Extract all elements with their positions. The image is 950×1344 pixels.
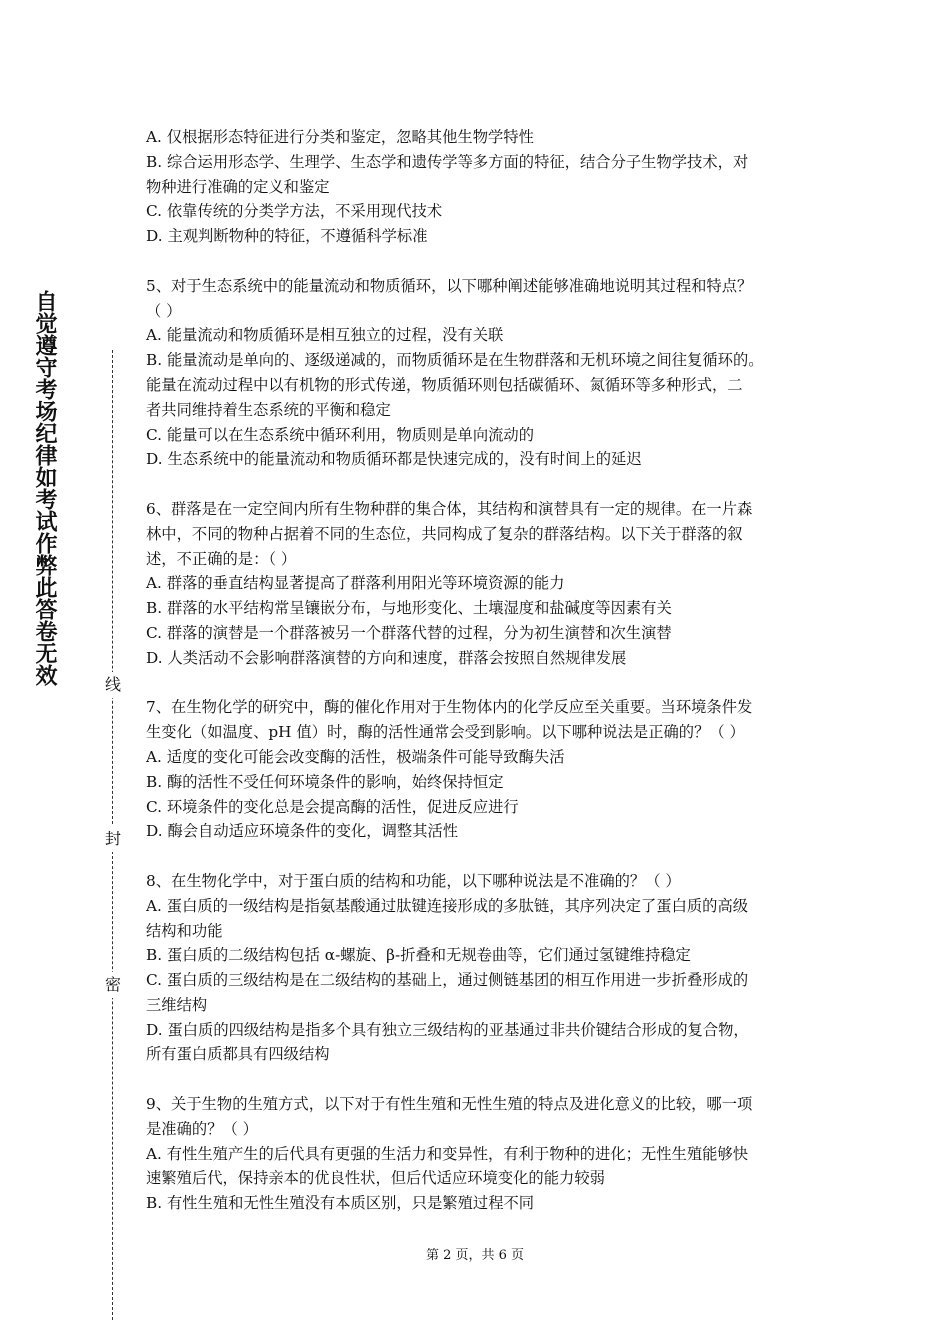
question-stem: 是准确的？（ ） bbox=[146, 1119, 258, 1138]
option-line: D. 酶会自动适应环境条件的变化，调整其活性 bbox=[146, 822, 459, 841]
option-line: C. 能量可以在生态系统中循环利用，物质则是单向流动的 bbox=[146, 425, 535, 444]
question-stem: 林中，不同的物种占据着不同的生态位，共同构成了复杂的群落结构。以下关于群落的叙 bbox=[146, 524, 743, 543]
question-content bbox=[146, 125, 818, 1216]
option-line: 能量在流动过程中以有机物的形式传递，物质循环则包括碳循环、氮循环等多种形式，二 bbox=[146, 375, 743, 394]
option-line: A. 能量流动和物质循环是相互独立的过程，没有关联 bbox=[146, 326, 504, 345]
option-line: C. 蛋白质的三级结构是在二级结构的基础上，通过侧链基团的相互作用进一步折叠形成的 bbox=[146, 971, 749, 990]
question-stem: 6、群落是在一定空间内所有生物种群的集合体，其结构和演替具有一定的规律。在一片森 bbox=[146, 499, 753, 518]
binding-label-seal: 封 bbox=[104, 826, 122, 852]
binding-label-secret: 密 bbox=[104, 972, 122, 998]
question-stem: 8、在生物化学中，对于蛋白质的结构和功能，以下哪种说法是不准确的？（ ） bbox=[146, 871, 681, 890]
question-block-5 bbox=[146, 274, 818, 472]
option-line: 物种进行准确的定义和鉴定 bbox=[146, 177, 330, 196]
option-line: A. 群落的垂直结构显著提高了群落利用阳光等环境资源的能力 bbox=[146, 574, 565, 593]
option-line: 结构和功能 bbox=[146, 921, 223, 940]
option-line: C. 群落的演替是一个群落被另一个群落代替的过程，分为初生演替和次生演替 bbox=[146, 623, 672, 642]
option-line: 所有蛋白质都具有四级结构 bbox=[146, 1045, 330, 1064]
question-block-4-options bbox=[146, 125, 818, 249]
question-stem: 9、关于生物的生殖方式，以下对于有性生殖和无性生殖的特点及进化意义的比较，哪一项 bbox=[146, 1095, 753, 1114]
option-line: 速繁殖后代，保持亲本的优良性状，但后代适应环境变化的能力较弱 bbox=[146, 1169, 605, 1188]
question-block-7 bbox=[146, 695, 818, 844]
option-line: 三维结构 bbox=[146, 995, 208, 1014]
binding-label-line: 线 bbox=[104, 672, 122, 698]
question-stem: 生变化（如温度、pH 值）时，酶的活性通常会受到影响。以下哪种说法是正确的？（ ） bbox=[146, 723, 745, 742]
option-line: D. 主观判断物种的特征，不遵循科学标准 bbox=[146, 227, 428, 246]
question-block-9 bbox=[146, 1092, 818, 1216]
question-stem: 7、在生物化学的研究中，酶的催化作用对于生物体内的化学反应至关重要。当环境条件发 bbox=[146, 698, 753, 717]
option-line: A. 蛋白质的一级结构是指氨基酸通过肽键连接形成的多肽链，其序列决定了蛋白质的高级 bbox=[146, 896, 749, 915]
option-line: B. 群落的水平结构常呈镶嵌分布，与地形变化、土壤湿度和盐碱度等因素有关 bbox=[146, 599, 672, 618]
option-line: D. 生态系统中的能量流动和物质循环都是快速完成的，没有时间上的延迟 bbox=[146, 450, 642, 469]
option-line: B. 酶的活性不受任何环境条件的影响，始终保持恒定 bbox=[146, 772, 504, 791]
question-stem: 述，不正确的是：（ ） bbox=[146, 549, 297, 568]
option-line: 者共同维持着生态系统的平衡和稳定 bbox=[146, 400, 391, 419]
question-stem: （ ） bbox=[146, 301, 182, 320]
question-block-6 bbox=[146, 497, 818, 671]
question-stem: 5、对于生态系统中的能量流动和物质循环，以下哪种阐述能够准确地说明其过程和特点？ bbox=[146, 276, 753, 295]
option-line: B. 综合运用形态学、生理学、生态学和遗传学等多方面的特征，结合分子生物学技术，对 bbox=[146, 152, 749, 171]
option-line: C. 环境条件的变化总是会提高酶的活性，促进反应进行 bbox=[146, 797, 519, 816]
exam-discipline-notice: 自觉遵守考场纪律如考试作弊此答卷无效 bbox=[32, 290, 57, 686]
option-line: A. 适度的变化可能会改变酶的活性，极端条件可能导致酶失活 bbox=[146, 747, 565, 766]
option-line: B. 蛋白质的二级结构包括 α-螺旋、β-折叠和无规卷曲等，它们通过氢键维持稳定 bbox=[146, 946, 691, 965]
option-line: C. 依靠传统的分类学方法，不采用现代技术 bbox=[146, 202, 443, 221]
option-line: A. 仅根据形态特征进行分类和鉴定，忽略其他生物学特性 bbox=[146, 128, 534, 146]
option-line: B. 能量流动是单向的、逐级递减的，而物质循环是在生物群落和无机环境之间往复循环的。 bbox=[146, 351, 764, 370]
option-line: B. 有性生殖和无性生殖没有本质区别，只是繁殖过程不同 bbox=[146, 1194, 535, 1213]
question-block-8 bbox=[146, 869, 818, 1067]
page-number-footer: 第 2 页，共 6 页 bbox=[425, 1248, 525, 1263]
option-line: A. 有性生殖产生的后代具有更强的生活力和变异性，有利于物种的进化；无性生殖能够快 bbox=[146, 1144, 749, 1163]
option-line: D. 蛋白质的四级结构是指多个具有独立三级结构的亚基通过非共价键结合形成的复合物， bbox=[146, 1020, 749, 1039]
option-line: D. 人类活动不会影响群落演替的方向和速度，群落会按照自然规律发展 bbox=[146, 648, 627, 667]
